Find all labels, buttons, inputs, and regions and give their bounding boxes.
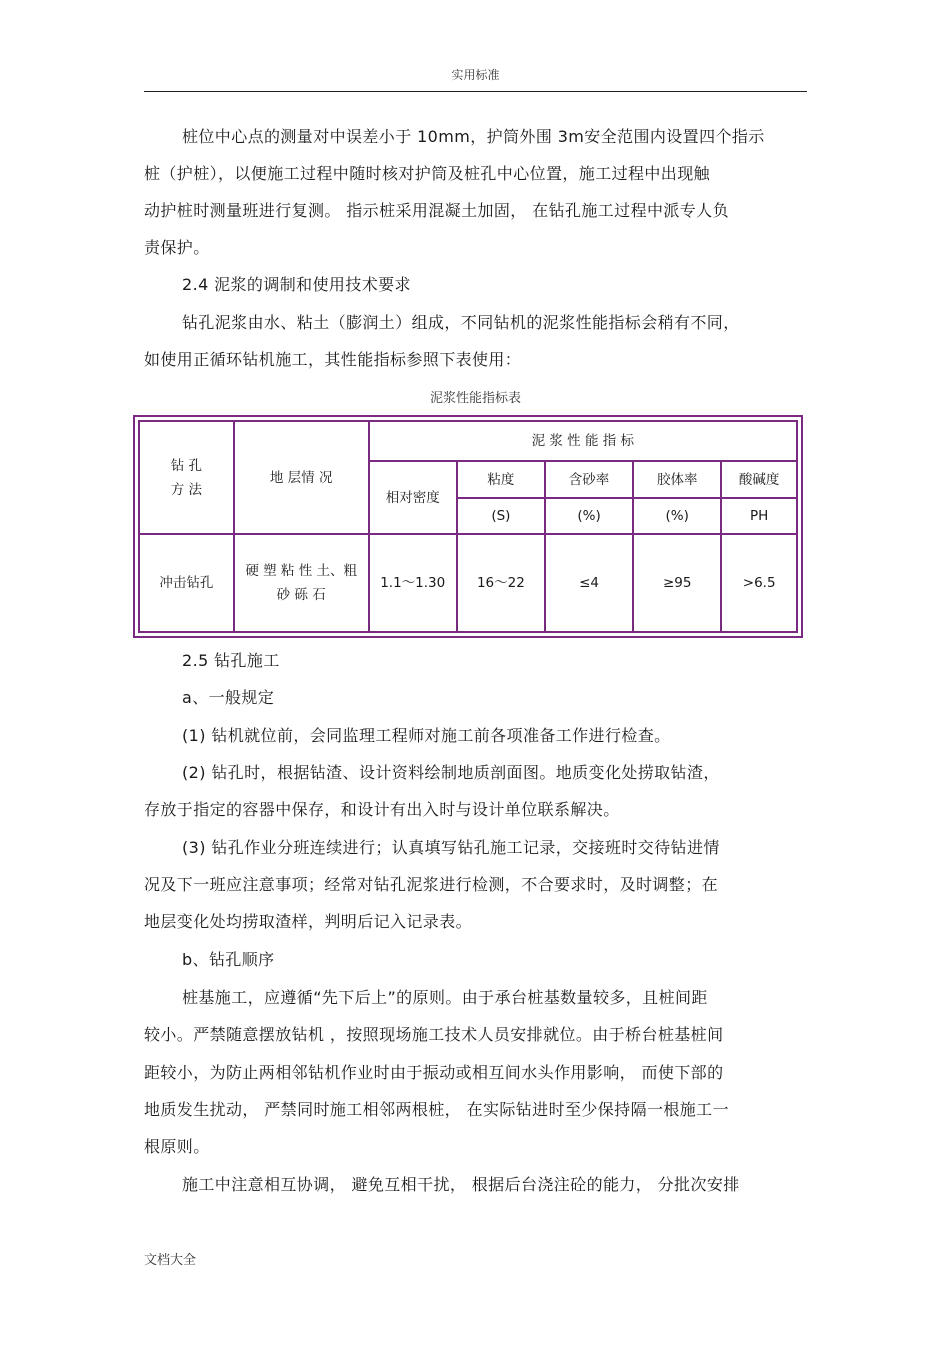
paragraph-line: 地层变化处均捞取渣样，判明后记入记录表。 xyxy=(144,912,473,931)
header-relative-density: 相对密度 xyxy=(369,461,457,534)
unit-colloid-rate: (%) xyxy=(633,498,721,534)
cell-sand-content: ≤4 xyxy=(545,534,633,632)
paragraph-line: 况及下一班应注意事项；经常对钻孔泥浆进行检测，不合要求时，及时调整；在 xyxy=(144,875,719,894)
page-header: 实用标准 xyxy=(451,68,500,82)
paragraph-line: (2) 钻孔时，根据钻渣、设计资料绘制地质剖面图。地质变化处捞取钻渣， xyxy=(182,763,720,782)
paragraph-line: (3) 钻孔作业分班连续进行；认真填写钻孔施工记录，交接班时交待钻进情 xyxy=(182,838,720,857)
paragraph-line: 存放于指定的容器中保存，和设计有出入时与设计单位联系解决。 xyxy=(144,800,620,819)
mud-index-table-frame xyxy=(133,415,803,638)
paragraph-line: 动护桩时测量班进行复测。 指示桩采用混凝土加固， 在钻孔施工过程中派专人负 xyxy=(144,201,729,220)
header-mud-indices: 泥 浆 性 能 指 标 xyxy=(369,421,797,461)
cell-method: 冲击钻孔 xyxy=(139,534,234,632)
paragraph-line: 根原则。 xyxy=(144,1137,210,1156)
header-viscosity: 粘度 xyxy=(457,461,545,498)
unit-sand-content: (%) xyxy=(545,498,633,534)
paragraph-line: 责保护。 xyxy=(144,238,210,257)
page-footer: 文档大全 xyxy=(144,1253,197,1268)
cell-colloid-rate: ≥95 xyxy=(633,534,721,632)
mud-index-table xyxy=(138,420,798,633)
cell-relative-density: 1.1～1.30 xyxy=(369,534,457,632)
paragraph-line: 地质发生扰动， 严禁同时施工相邻两根桩， 在实际钻进时至少保持隔一根施工一 xyxy=(144,1100,729,1119)
paragraph-line: 施工中注意相互协调， 避免互相干扰， 根据后台浇注砼的能力， 分批次安排 xyxy=(182,1175,740,1194)
paragraph-line: 2.4 泥浆的调制和使用技术要求 xyxy=(182,275,411,294)
paragraph-line: (1) 钻机就位前，会同监理工程师对施工前各项准备工作进行检查。 xyxy=(182,726,671,745)
paragraph-line: 如使用正循环钻机施工，其性能指标参照下表使用： xyxy=(144,350,522,369)
unit-ph: PH xyxy=(721,498,797,534)
header-sand-content: 含砂率 xyxy=(545,461,633,498)
paragraph-line: 桩基施工，应遵循“先下后上”的原则。由于承台桩基数量较多，且桩间距 xyxy=(182,988,708,1007)
header-colloid-rate: 胶体率 xyxy=(633,461,721,498)
cell-ph: >6.5 xyxy=(721,534,797,632)
cell-stratum: 硬 塑 粘 性 土、粗 砂 砾 石 xyxy=(234,534,369,632)
header-ph: 酸碱度 xyxy=(721,461,797,498)
table-caption: 泥浆性能指标表 xyxy=(429,391,521,406)
paragraph-line: 2.5 钻孔施工 xyxy=(182,651,280,670)
paragraph-line: a、一般规定 xyxy=(182,688,275,707)
paragraph-line: 钻孔泥浆由水、粘土（膨润土）组成，不同钻机的泥浆性能指标会稍有不同， xyxy=(182,313,740,332)
paragraph-line: 桩（护桩），以便施工过程中随时核对护筒及桩孔中心位置，施工过程中出现触 xyxy=(144,164,711,183)
paragraph-line: 桩位中心点的测量对中误差小于 10mm，护筒外围 3m安全范围内设置四个指示 xyxy=(182,127,765,146)
header-drilling-method: 钻 孔 方 法 xyxy=(139,421,234,534)
paragraph-line: 较小。严禁随意摆放钻机 ，按照现场施工技术人员安排就位。由于桥台桩基桩间 xyxy=(144,1025,724,1044)
cell-viscosity: 16～22 xyxy=(457,534,545,632)
unit-viscosity: (S) xyxy=(457,498,545,534)
paragraph-line: b、钻孔顺序 xyxy=(182,950,275,969)
header-divider xyxy=(144,91,807,92)
header-stratum: 地 层情 况 xyxy=(234,421,369,534)
paragraph-line: 距较小，为防止两相邻钻机作业时由于振动或相互间水头作用影响， 而使下部的 xyxy=(144,1063,724,1082)
